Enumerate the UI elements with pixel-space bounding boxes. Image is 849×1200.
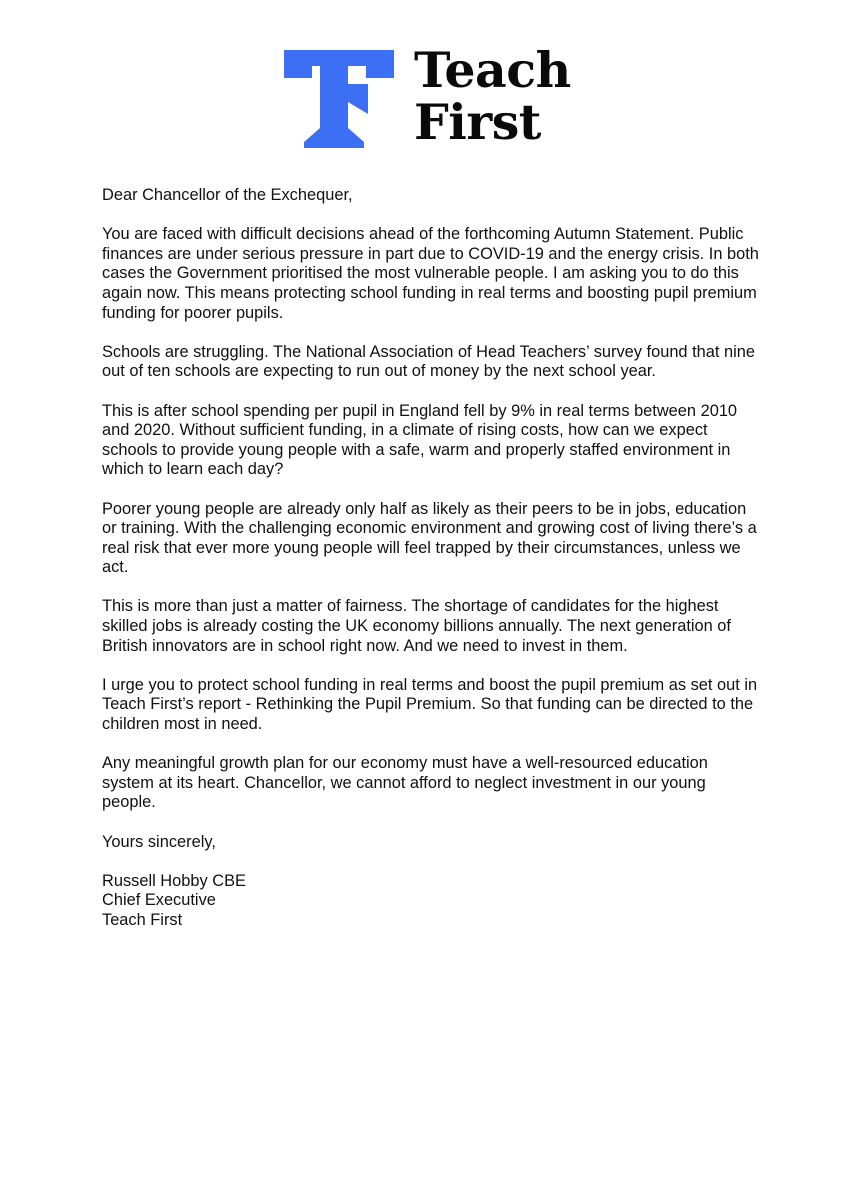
paragraph-6: I urge you to protect school funding in real terms and boost the pupil premium as set out in Teach First’s report - Rethinking the Pupil Premium. So that funding can be directed to the children most in need.	[102, 675, 758, 734]
salutation: Dear Chancellor of the Exchequer,	[102, 186, 353, 204]
paragraph-5: This is more than just a matter of fairness. The shortage of candidates for the highest skilled jobs is already costing the UK economy billions annually. The next generation of British innovators are in school right now. And we need to invest in them.	[102, 597, 731, 655]
paragraph-7: Any meaningful growth plan for our economy must have a well-resourced education system at its heart. Chancellor, we cannot afford to neglect investment in our young people.	[102, 754, 708, 812]
letter-body	[102, 186, 762, 931]
logo-line-2: First	[414, 93, 541, 151]
paragraph-4: Poorer young people are already only half as likely as their peers to be in jobs, education or training. With the challenging economic environment and growing cost of living there’s a real risk that ever more young people will feel trapped by their circumstances, unless we act.	[102, 499, 757, 577]
signatory-name: Russell Hobby CBE	[102, 871, 246, 890]
teach-first-t-mark-icon	[284, 44, 394, 148]
paragraph-3: This is after school spending per pupil in England fell by 9% in real terms between 2010 and 2020. Without sufficient funding, in a climate of rising costs, how can we expect schools to provide young people with a safe, warm and properly staffed environment in which to learn each day?	[102, 401, 738, 479]
closing: Yours sincerely,	[102, 832, 216, 851]
signatory-organisation: Teach First	[102, 910, 183, 929]
signature-block	[102, 872, 762, 931]
signatory-title: Chief Executive	[102, 891, 216, 910]
teach-first-logo	[284, 41, 584, 154]
logo-line-1: Teach	[414, 41, 571, 99]
paragraph-1: You are faced with difficult decisions ahead of the forthcoming Autumn Statement. Public finances are under serious pressure in part due to COVID-19 and the energy crisis. In both cases the Government prioritised the most vulnerable people. I am asking you to do this again now. This means protecting school funding in real terms and boosting pupil premium funding for poorer pupils.	[102, 225, 759, 322]
logo-wordmark	[414, 41, 571, 151]
paragraph-2: Schools are struggling. The National Association of Head Teachers’ survey found that nine out of ten schools are expecting to run out of money by the next school year.	[102, 342, 755, 381]
